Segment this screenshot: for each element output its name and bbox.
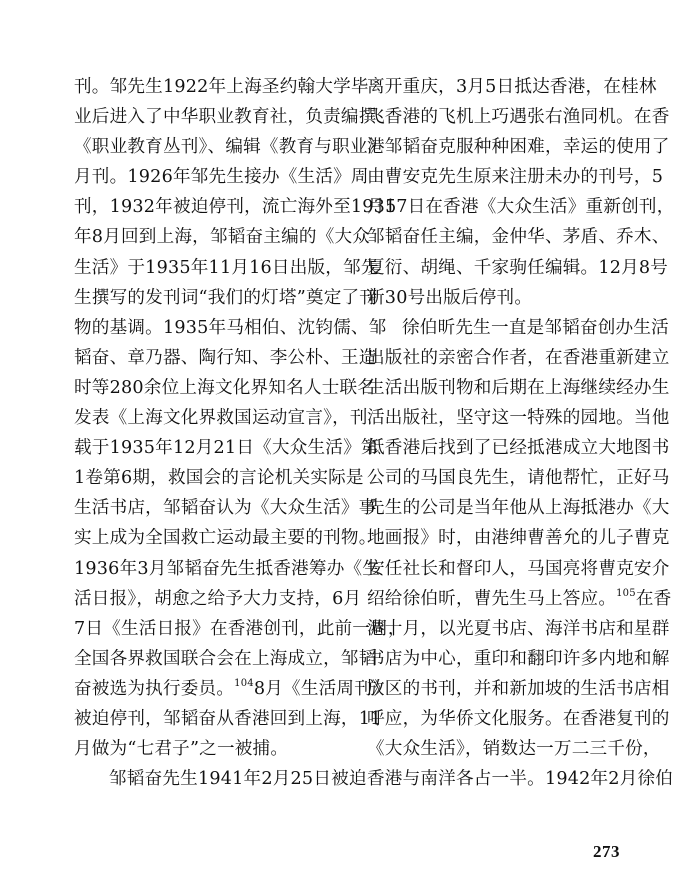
text-line: 生撰写的发刊词“我们的灯塔”奠定了刊 — [74, 287, 378, 308]
text-line: 年8月回到上海，邹韬奋主编的《大众 — [74, 227, 371, 248]
text-line: 活日报》，胡愈之给予大力支持，6月 — [74, 588, 362, 609]
text-line: 1936年3月邹韬奋先生抵香港筹办《生 — [74, 558, 381, 579]
text-line: 活出版社，坚守这一特殊的园地。当他 — [367, 408, 670, 429]
text-line: 时等280余位上海文化界知名人士联名 — [74, 377, 376, 398]
text-line: 刊，1932年被迫停刊，流亡海外至1935 — [74, 197, 397, 218]
text-line: 《大众生活》，销数达一万二三千份， — [367, 739, 661, 760]
paragraph-start-line: 邹韬奋先生1941年2月25日被迫 — [109, 769, 367, 790]
text-line: 7日《生活日报》在香港创刊，此前一周， — [74, 618, 406, 639]
text-segment: 奋被选为执行委员。 — [74, 678, 235, 699]
text-line: 载于1935年12月21日《大众生活》第 — [74, 438, 379, 459]
left-column — [74, 72, 406, 794]
text-line: 地画报》时，由港绅曹善允的儿子曹克 — [367, 528, 670, 549]
text-line: 《职业教育丛刊》、编辑《教育与职业》 — [74, 137, 386, 158]
text-line-with-footnote — [367, 584, 672, 614]
text-line: 安任社长和督印人，马国亮将曹克安介 — [367, 558, 670, 579]
text-line: 全国各界救国联合会在上海成立，邹韬 — [74, 648, 377, 669]
text-line: 月做为“七君子”之一被捕。 — [74, 739, 289, 760]
text-line: 离开重庆，3月5日抵达香港，在桂林 — [367, 77, 657, 97]
text-line: 港十月，以光夏书店、海洋书店和星群 — [367, 618, 670, 639]
text-segment: 8月《生活周刊》 — [253, 678, 390, 699]
text-line: 发表《上海文化界救国运动宣言》，刊 — [74, 408, 368, 429]
text-line: 新30号出版后停刊。 — [367, 287, 533, 308]
text-line: 由曹安克先生原来注册未办的刊号，5 — [367, 167, 664, 188]
page-number: 273 — [593, 842, 620, 861]
text-line: 出版社的亲密合作者，在香港重新建立 — [367, 347, 670, 368]
right-column — [367, 72, 675, 794]
text-line: 生活》于1935年11月16日出版，邹先 — [74, 257, 379, 278]
text-line: 生活出版刊物和后期在上海继续经办生 — [367, 377, 670, 398]
text-line: 月刊。1926年邹先生接办《生活》周 — [74, 167, 369, 188]
text-line: 呼应，为华侨文化服务。在香港复刊的 — [367, 708, 670, 729]
text-line-with-footnote — [74, 674, 390, 704]
text-line: 韬奋、章乃器、陶行知、李公朴、王造 — [74, 347, 377, 368]
text-segment: 在香 — [635, 588, 672, 609]
text-line: 刊。邹先生1922年上海圣约翰大学毕 — [74, 77, 369, 97]
text-line: 先生的公司是当年他从上海抵港办《大 — [367, 498, 670, 519]
text-line: 业后进入了中华职业教育社，负责编撰 — [74, 107, 377, 128]
text-line: 香港与南洋各占一半。1942年2月徐伯 — [367, 769, 674, 790]
footnote-marker-104: 104 — [234, 677, 254, 689]
text-line: 抵香港后找到了已经抵港成立大地图书 — [367, 438, 670, 459]
text-line: 生活书店，邹韬奋认为《大众生活》事 — [74, 498, 377, 519]
text-line: 实上成为全国救亡运动最主要的刊物。 — [74, 528, 377, 549]
text-line: 放区的书刊，并和新加坡的生活书店相 — [367, 678, 670, 699]
text-line: 邹韬奋任主编，金仲华、茅盾、乔木、 — [367, 227, 670, 248]
text-line: 被迫停刊，邹韬奋从香港回到上海，11 — [74, 708, 382, 729]
text-segment: 绍给徐伯昕，曹先生马上答应。 — [367, 588, 617, 609]
text-line: 月17日在香港《大众生活》重新创刊， — [367, 197, 675, 218]
text-line: 飞香港的飞机上巧遇张右渔同机。在香 — [367, 107, 670, 128]
footnote-marker-105: 105 — [616, 587, 636, 599]
text-line: 物的基调。1935年马相伯、沈钧儒、邹 — [74, 317, 387, 338]
text-line: 1卷第6期，救国会的言论机关实际是 — [74, 468, 364, 489]
text-line: 书店为中心，重印和翻印许多内地和解 — [367, 648, 670, 669]
text-line: 港邹韬奋克服种种困难，幸运的使用了 — [367, 137, 670, 158]
text-line: 夏衍、胡绳、千家驹任编辑。12月8号 — [367, 257, 669, 278]
text-line: 公司的马国良先生，请他帮忙，正好马 — [367, 468, 670, 489]
paragraph-start-line: 徐伯昕先生一直是邹韬奋创办生活 — [402, 317, 669, 338]
